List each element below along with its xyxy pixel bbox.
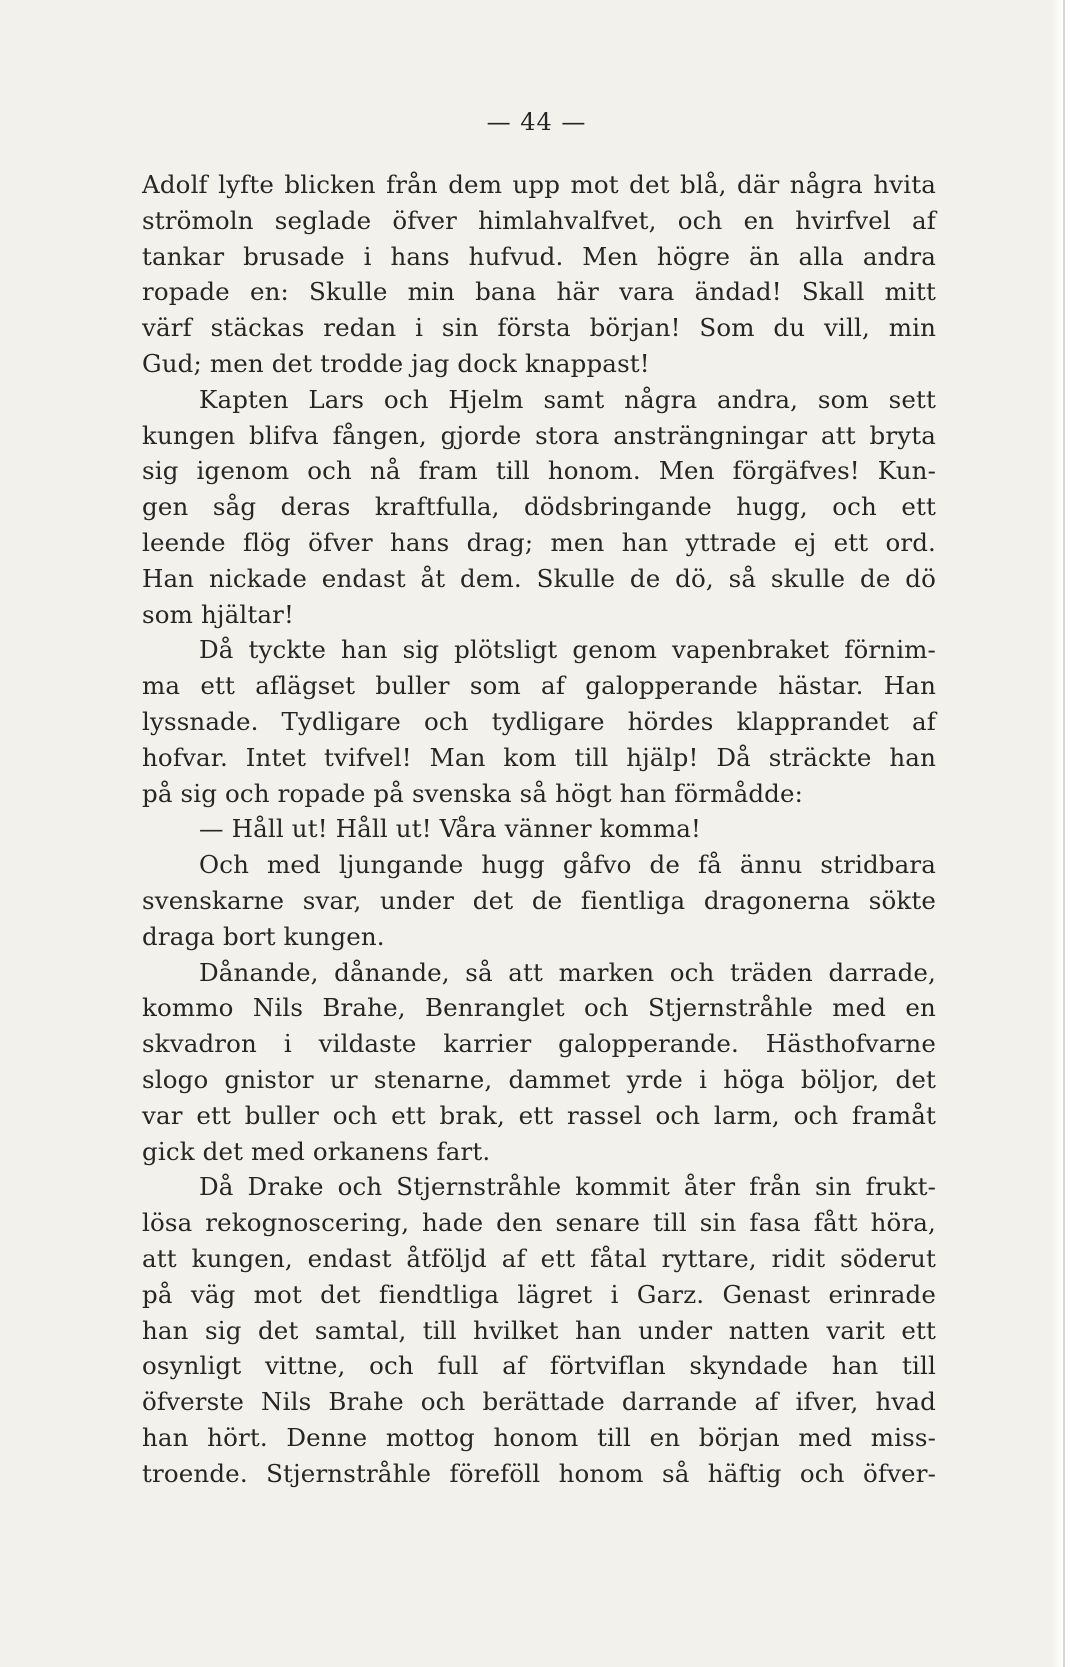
text-line: Kapten Lars och Hjelm samt några andra, som sett	[199, 384, 936, 414]
text-line: lyssnade. Tydligare och tydligare hördes klapprandet af	[142, 706, 936, 736]
text-line: Gud; men det trodde jag dock knappast!	[142, 348, 650, 378]
text-line: sig igenom och nå fram till honom. Men förgäfves! Kun-	[142, 456, 936, 486]
text-line: strömoln seglade öfver himlahvalfvet, och en hvirfvel af	[142, 205, 936, 235]
page-edge	[1051, 0, 1073, 1667]
text-line: Adolf lyfte blicken från dem upp mot det blå, där några hvita	[142, 170, 936, 199]
text-line: på väg mot det fiendtliga lägret i Garz. Genast erinrade	[142, 1279, 936, 1309]
text-line: leende flög öfver hans drag; men han yttrade ej ett ord.	[142, 527, 936, 557]
text-line: Då tyckte han sig plötsligt genom vapenbraket förnim-	[199, 635, 936, 665]
text-line: att kungen, endast åtföljd af ett fåtal ryttare, ridit söderut	[142, 1243, 936, 1273]
text-line: på sig och ropade på svenska så högt han förmådde:	[142, 778, 804, 808]
text-line: svenskarne svar, under det de fientliga dragonerna sökte	[142, 885, 936, 915]
text-line: hofvar. Intet tvifvel! Man kom till hjälp! Då sträckte han	[142, 742, 936, 772]
text-line: osynligt vittne, och full af förtviflan skyndade han till	[142, 1351, 936, 1381]
page-number: — 44 —	[486, 108, 587, 136]
text-line: värf stäckas redan i sin första början! Som du vill, min	[142, 313, 936, 343]
page-edge-line	[1063, 0, 1065, 1667]
text-line: var ett buller och ett brak, ett rassel och larm, och framåt	[142, 1100, 936, 1130]
text-line: draga bort kungen.	[142, 921, 385, 951]
text-line: — Håll ut! Håll ut! Våra vänner komma!	[199, 814, 702, 844]
text-line: Dånande, dånande, så att marken och träden darrade,	[199, 957, 936, 987]
text-line: kungen blifva fången, gjorde stora ansträngningar att bryta	[142, 420, 936, 450]
text-line: ropade en: Skulle min bana här vara ändad! Skall mitt	[142, 277, 936, 307]
text-line: han sig det samtal, till hvilket han under natten varit ett	[142, 1315, 936, 1345]
body-text	[142, 167, 936, 1491]
text-line: öfverste Nils Brahe och berättade darrande af ifver, hvad	[142, 1387, 936, 1417]
text-line: slogo gnistor ur stenarne, dammet yrde i höga böljor, det	[142, 1064, 936, 1094]
text-line: ma ett aflägset buller som af galopperande hästar. Han	[142, 671, 936, 701]
text-line: han hört. Denne mottog honom till en början med miss-	[142, 1422, 936, 1452]
text-line: skvadron i vildaste karrier galopperande. Hästhofvarne	[142, 1029, 936, 1059]
text-line: lösa rekognoscering, hade den senare till sin fasa fått höra,	[142, 1208, 936, 1238]
text-line: gen såg deras kraftfulla, dödsbringande hugg, och ett	[142, 492, 936, 522]
text-line: Han nickade endast åt dem. Skulle de dö, så skulle de dö	[142, 563, 936, 593]
text-line: tankar brusade i hans hufvud. Men högre än alla andra	[142, 241, 936, 271]
text-line: gick det med orkanens fart.	[142, 1136, 491, 1166]
text-line: Då Drake och Stjernstråhle kommit åter från sin frukt-	[199, 1172, 936, 1202]
text-line: troende. Stjernstråhle föreföll honom så häftig och öfver-	[142, 1458, 936, 1488]
text-line: Och med ljungande hugg gåfvo de få ännu stridbara	[199, 850, 936, 880]
text-line: som hjältar!	[142, 599, 294, 629]
text-line: kommo Nils Brahe, Benranglet och Stjernstråhle med en	[142, 993, 936, 1023]
